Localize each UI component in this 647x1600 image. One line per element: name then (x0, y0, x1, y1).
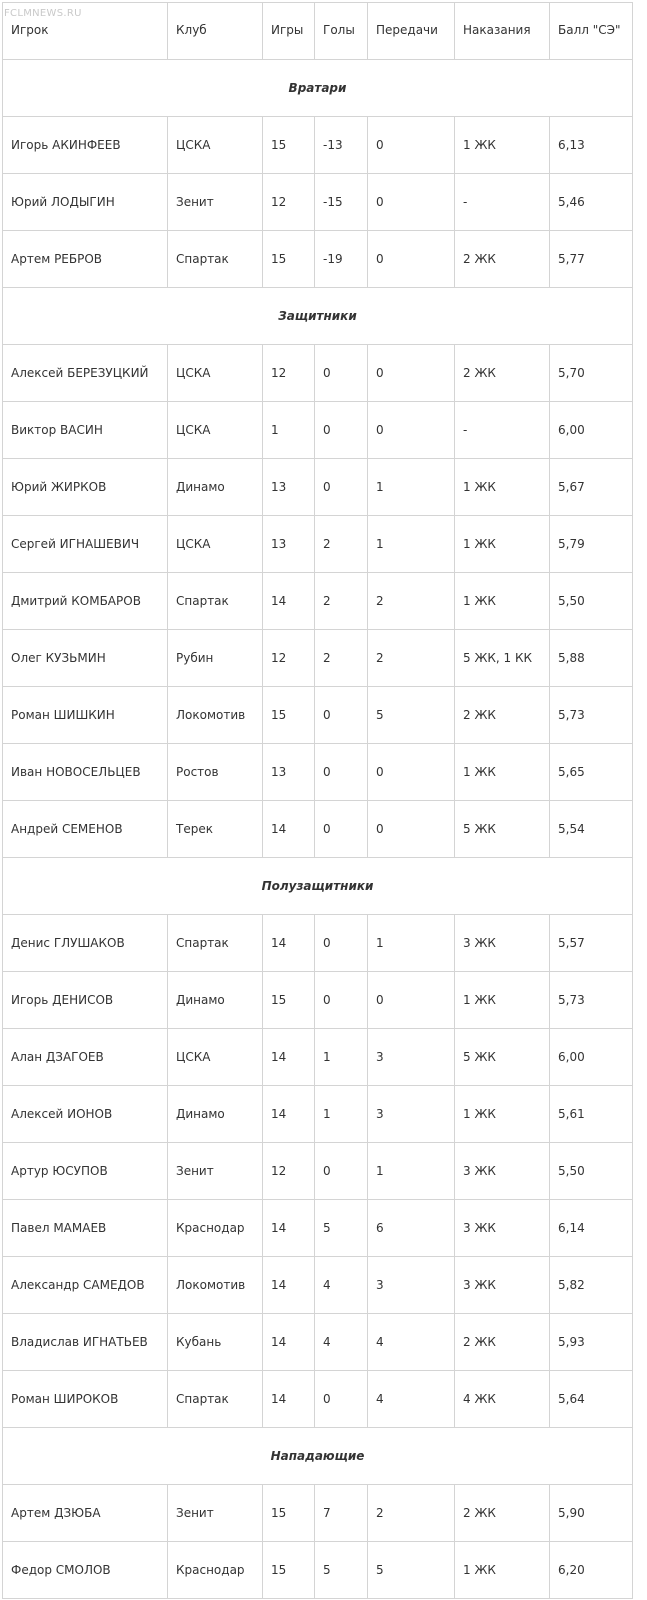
cell-player: Дмитрий КОМБАРОВ (3, 573, 168, 630)
cell-goals: 4 (315, 1257, 368, 1314)
table-row (3, 516, 633, 573)
header-club: Клуб (168, 3, 263, 60)
cell-games: 12 (263, 1143, 315, 1200)
cell-club: Локомотив (168, 1257, 263, 1314)
cell-games: 14 (263, 915, 315, 972)
header-score: Балл "СЭ" (550, 3, 633, 60)
cell-penalties: 1 ЖК (455, 516, 550, 573)
cell-goals: 7 (315, 1485, 368, 1542)
cell-goals: 0 (315, 972, 368, 1029)
cell-assists: 2 (368, 1485, 455, 1542)
cell-club: Терек (168, 801, 263, 858)
cell-club: ЦСКА (168, 1029, 263, 1086)
cell-score: 5,79 (550, 516, 633, 573)
cell-penalties: 5 ЖК, 1 КК (455, 630, 550, 687)
cell-goals: 1 (315, 1029, 368, 1086)
table-row (3, 1086, 633, 1143)
cell-score: 6,00 (550, 1029, 633, 1086)
cell-penalties: 2 ЖК (455, 1485, 550, 1542)
cell-games: 12 (263, 630, 315, 687)
cell-assists: 1 (368, 915, 455, 972)
table-row (3, 1029, 633, 1086)
cell-goals: 0 (315, 345, 368, 402)
cell-score: 5,64 (550, 1371, 633, 1428)
table-row (3, 1542, 633, 1599)
cell-goals: 0 (315, 744, 368, 801)
cell-player: Олег КУЗЬМИН (3, 630, 168, 687)
cell-player: Алексей БЕРЕЗУЦКИЙ (3, 345, 168, 402)
cell-assists: 0 (368, 972, 455, 1029)
cell-player: Игорь ДЕНИСОВ (3, 972, 168, 1029)
table-row (3, 174, 633, 231)
cell-score: 5,54 (550, 801, 633, 858)
cell-games: 14 (263, 573, 315, 630)
table-row (3, 345, 633, 402)
header-goals: Голы (315, 3, 368, 60)
cell-score: 5,73 (550, 687, 633, 744)
table-row (3, 1143, 633, 1200)
cell-goals: 0 (315, 801, 368, 858)
cell-penalties: 3 ЖК (455, 1143, 550, 1200)
player-stats-table (2, 2, 633, 1599)
cell-goals: 4 (315, 1314, 368, 1371)
table-row (3, 1314, 633, 1371)
cell-penalties: 5 ЖК (455, 801, 550, 858)
cell-goals: 2 (315, 573, 368, 630)
cell-player: Артем ДЗЮБА (3, 1485, 168, 1542)
cell-player: Роман ШИРОКОВ (3, 1371, 168, 1428)
cell-club: ЦСКА (168, 516, 263, 573)
cell-penalties: 1 ЖК (455, 117, 550, 174)
cell-goals: 0 (315, 687, 368, 744)
cell-score: 5,90 (550, 1485, 633, 1542)
cell-score: 5,50 (550, 1143, 633, 1200)
section-title: Полузащитники (3, 858, 633, 915)
cell-assists: 1 (368, 459, 455, 516)
cell-penalties: 1 ЖК (455, 744, 550, 801)
section-row (3, 60, 633, 117)
table-row (3, 915, 633, 972)
table-row (3, 744, 633, 801)
cell-penalties: - (455, 402, 550, 459)
watermark: FCLMNEWS.RU (4, 8, 82, 19)
cell-penalties: 1 ЖК (455, 459, 550, 516)
cell-games: 15 (263, 972, 315, 1029)
cell-assists: 5 (368, 1542, 455, 1599)
table-row (3, 573, 633, 630)
table-row (3, 117, 633, 174)
cell-player: Андрей СЕМЕНОВ (3, 801, 168, 858)
cell-games: 1 (263, 402, 315, 459)
cell-player: Иван НОВОСЕЛЬЦЕВ (3, 744, 168, 801)
cell-player: Павел МАМАЕВ (3, 1200, 168, 1257)
cell-games: 14 (263, 1371, 315, 1428)
table-row (3, 1257, 633, 1314)
cell-assists: 0 (368, 174, 455, 231)
cell-score: 6,00 (550, 402, 633, 459)
cell-club: Зенит (168, 174, 263, 231)
cell-assists: 3 (368, 1086, 455, 1143)
cell-penalties: - (455, 174, 550, 231)
section-title: Нападающие (3, 1428, 633, 1485)
cell-player: Сергей ИГНАШЕВИЧ (3, 516, 168, 573)
cell-goals: 0 (315, 459, 368, 516)
cell-assists: 0 (368, 117, 455, 174)
cell-player: Юрий ЖИРКОВ (3, 459, 168, 516)
cell-goals: -13 (315, 117, 368, 174)
header-penalties: Наказания (455, 3, 550, 60)
cell-assists: 3 (368, 1257, 455, 1314)
cell-goals: -19 (315, 231, 368, 288)
cell-score: 5,77 (550, 231, 633, 288)
cell-assists: 6 (368, 1200, 455, 1257)
cell-club: Спартак (168, 915, 263, 972)
table-row (3, 459, 633, 516)
cell-penalties: 2 ЖК (455, 1314, 550, 1371)
cell-penalties: 2 ЖК (455, 687, 550, 744)
cell-penalties: 1 ЖК (455, 972, 550, 1029)
cell-games: 15 (263, 1485, 315, 1542)
cell-assists: 2 (368, 630, 455, 687)
cell-club: Динамо (168, 1086, 263, 1143)
cell-assists: 0 (368, 744, 455, 801)
cell-assists: 0 (368, 402, 455, 459)
cell-games: 14 (263, 1257, 315, 1314)
cell-goals: 0 (315, 1371, 368, 1428)
cell-club: Рубин (168, 630, 263, 687)
cell-club: Локомотив (168, 687, 263, 744)
cell-score: 6,14 (550, 1200, 633, 1257)
cell-score: 5,65 (550, 744, 633, 801)
table-row (3, 1371, 633, 1428)
cell-score: 5,67 (550, 459, 633, 516)
cell-games: 14 (263, 1314, 315, 1371)
cell-player: Федор СМОЛОВ (3, 1542, 168, 1599)
table-row (3, 231, 633, 288)
section-row (3, 288, 633, 345)
cell-player: Александр САМЕДОВ (3, 1257, 168, 1314)
table-row (3, 687, 633, 744)
cell-player: Алан ДЗАГОЕВ (3, 1029, 168, 1086)
section-title: Защитники (3, 288, 633, 345)
cell-assists: 4 (368, 1314, 455, 1371)
cell-club: ЦСКА (168, 345, 263, 402)
header-player: Игрок (3, 3, 168, 60)
cell-assists: 2 (368, 573, 455, 630)
cell-club: Краснодар (168, 1200, 263, 1257)
table-header-row (3, 3, 633, 60)
cell-score: 5,50 (550, 573, 633, 630)
cell-penalties: 2 ЖК (455, 345, 550, 402)
cell-player: Роман ШИШКИН (3, 687, 168, 744)
cell-club: Краснодар (168, 1542, 263, 1599)
cell-games: 15 (263, 1542, 315, 1599)
cell-club: Динамо (168, 459, 263, 516)
cell-goals: 0 (315, 1143, 368, 1200)
cell-penalties: 5 ЖК (455, 1029, 550, 1086)
cell-score: 5,73 (550, 972, 633, 1029)
cell-player: Владислав ИГНАТЬЕВ (3, 1314, 168, 1371)
cell-club: Зенит (168, 1143, 263, 1200)
table-row (3, 1200, 633, 1257)
cell-player: Виктор ВАСИН (3, 402, 168, 459)
table-row (3, 630, 633, 687)
cell-goals: 5 (315, 1200, 368, 1257)
cell-games: 13 (263, 459, 315, 516)
cell-games: 14 (263, 1029, 315, 1086)
cell-games: 12 (263, 174, 315, 231)
cell-games: 12 (263, 345, 315, 402)
cell-assists: 4 (368, 1371, 455, 1428)
cell-penalties: 1 ЖК (455, 573, 550, 630)
cell-assists: 0 (368, 345, 455, 402)
table-row (3, 402, 633, 459)
cell-games: 13 (263, 744, 315, 801)
cell-score: 5,70 (550, 345, 633, 402)
table-row (3, 801, 633, 858)
cell-score: 5,46 (550, 174, 633, 231)
cell-penalties: 3 ЖК (455, 1257, 550, 1314)
cell-player: Артур ЮСУПОВ (3, 1143, 168, 1200)
cell-score: 5,82 (550, 1257, 633, 1314)
cell-club: ЦСКА (168, 402, 263, 459)
table-row (3, 1485, 633, 1542)
cell-goals: -15 (315, 174, 368, 231)
cell-goals: 0 (315, 402, 368, 459)
cell-games: 15 (263, 117, 315, 174)
cell-penalties: 1 ЖК (455, 1086, 550, 1143)
cell-club: Ростов (168, 744, 263, 801)
cell-club: Спартак (168, 573, 263, 630)
cell-score: 5,61 (550, 1086, 633, 1143)
cell-club: Зенит (168, 1485, 263, 1542)
section-row (3, 1428, 633, 1485)
cell-player: Алексей ИОНОВ (3, 1086, 168, 1143)
cell-goals: 1 (315, 1086, 368, 1143)
cell-games: 14 (263, 801, 315, 858)
cell-games: 13 (263, 516, 315, 573)
cell-score: 5,88 (550, 630, 633, 687)
cell-goals: 0 (315, 915, 368, 972)
cell-penalties: 1 ЖК (455, 1542, 550, 1599)
cell-goals: 2 (315, 630, 368, 687)
cell-score: 6,20 (550, 1542, 633, 1599)
section-row (3, 858, 633, 915)
cell-club: Спартак (168, 231, 263, 288)
cell-score: 5,57 (550, 915, 633, 972)
cell-assists: 5 (368, 687, 455, 744)
cell-penalties: 4 ЖК (455, 1371, 550, 1428)
cell-player: Юрий ЛОДЫГИН (3, 174, 168, 231)
cell-score: 5,93 (550, 1314, 633, 1371)
cell-assists: 1 (368, 516, 455, 573)
cell-club: ЦСКА (168, 117, 263, 174)
cell-club: Спартак (168, 1371, 263, 1428)
cell-assists: 0 (368, 231, 455, 288)
cell-player: Денис ГЛУШАКОВ (3, 915, 168, 972)
cell-games: 14 (263, 1086, 315, 1143)
section-title: Вратари (3, 60, 633, 117)
header-assists: Передачи (368, 3, 455, 60)
cell-assists: 3 (368, 1029, 455, 1086)
cell-penalties: 2 ЖК (455, 231, 550, 288)
cell-goals: 2 (315, 516, 368, 573)
header-games: Игры (263, 3, 315, 60)
cell-games: 15 (263, 231, 315, 288)
cell-games: 15 (263, 687, 315, 744)
cell-penalties: 3 ЖК (455, 915, 550, 972)
cell-score: 6,13 (550, 117, 633, 174)
cell-games: 14 (263, 1200, 315, 1257)
table-body (3, 3, 633, 1599)
cell-player: Игорь АКИНФЕЕВ (3, 117, 168, 174)
table-row (3, 972, 633, 1029)
cell-assists: 1 (368, 1143, 455, 1200)
cell-club: Кубань (168, 1314, 263, 1371)
cell-goals: 5 (315, 1542, 368, 1599)
cell-club: Динамо (168, 972, 263, 1029)
cell-penalties: 3 ЖК (455, 1200, 550, 1257)
cell-assists: 0 (368, 801, 455, 858)
cell-player: Артем РЕБРОВ (3, 231, 168, 288)
